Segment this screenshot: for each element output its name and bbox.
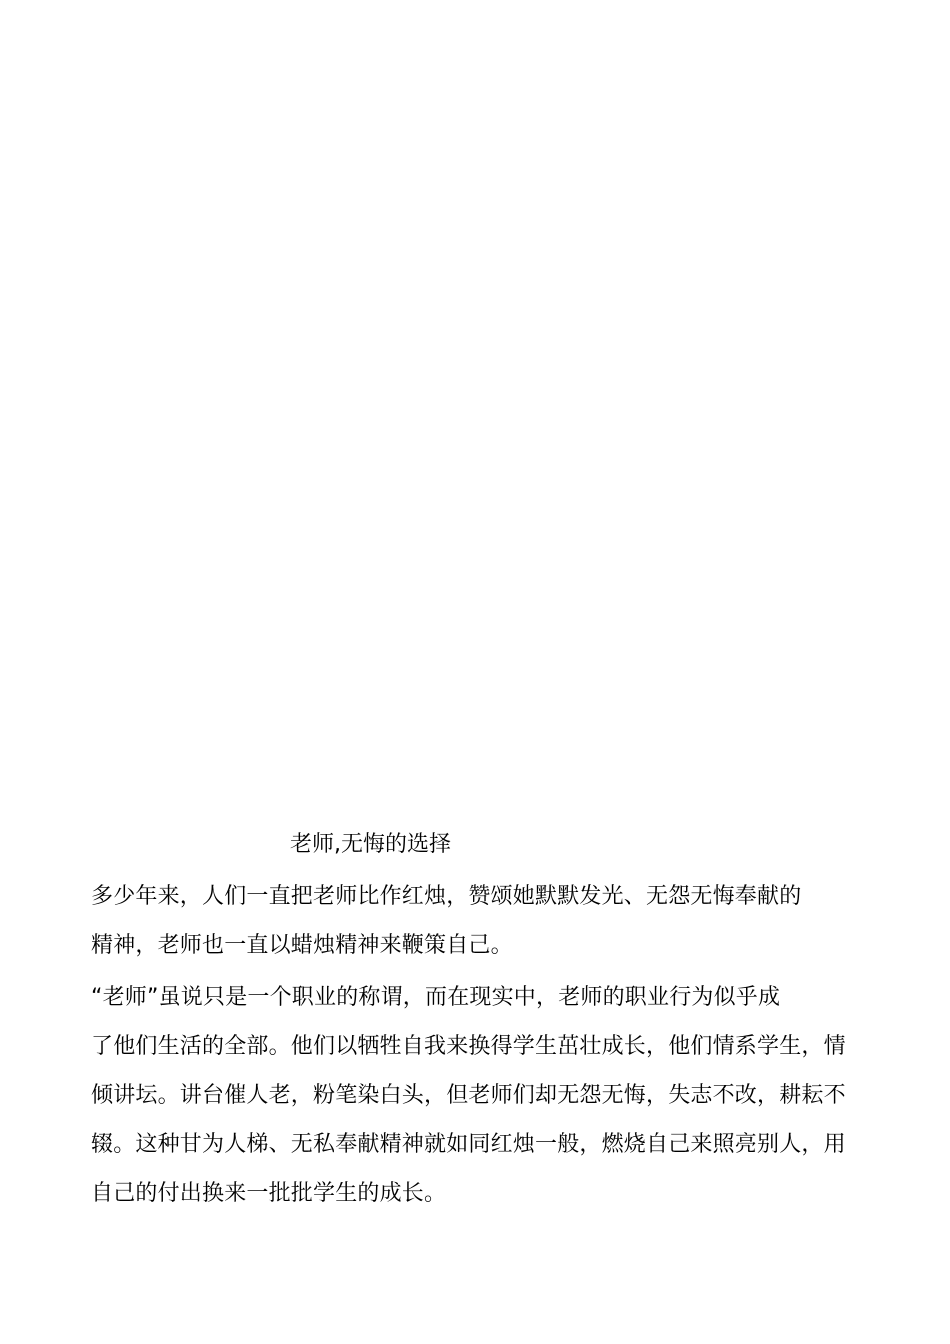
paragraph-line: 精神，老师也一直以蜡烛精神来鞭策自己。 xyxy=(91,933,513,958)
paragraph-line: 了他们生活的全部。他们以牺牲自我来换得学生茁壮成长，他们情系学生，情 xyxy=(91,1034,846,1059)
paragraph-line: “老师”虽说只是一个职业的称谓，而在现实中，老师的职业行为似乎成 xyxy=(91,985,781,1010)
paragraph-2 xyxy=(91,973,861,1218)
paragraph-line: 自己的付出换来一批批学生的成长。 xyxy=(91,1181,447,1206)
paragraph-line: 倾讲坛。讲台催人老，粉笔染白头，但老师们却无怨无悔，失志不改，耕耘不 xyxy=(91,1083,846,1108)
paragraph-1 xyxy=(91,872,861,970)
paragraph-line: 多少年来，人们一直把老师比作红烛，赞颂她默默发光、无怨无悔奉献的 xyxy=(91,884,802,909)
paragraph-line: 辍。这种甘为人梯、无私奉献精神就如同红烛一般，燃烧自己来照亮别人，用 xyxy=(91,1132,846,1157)
document-title: 老师,无悔的选择 xyxy=(290,832,451,857)
